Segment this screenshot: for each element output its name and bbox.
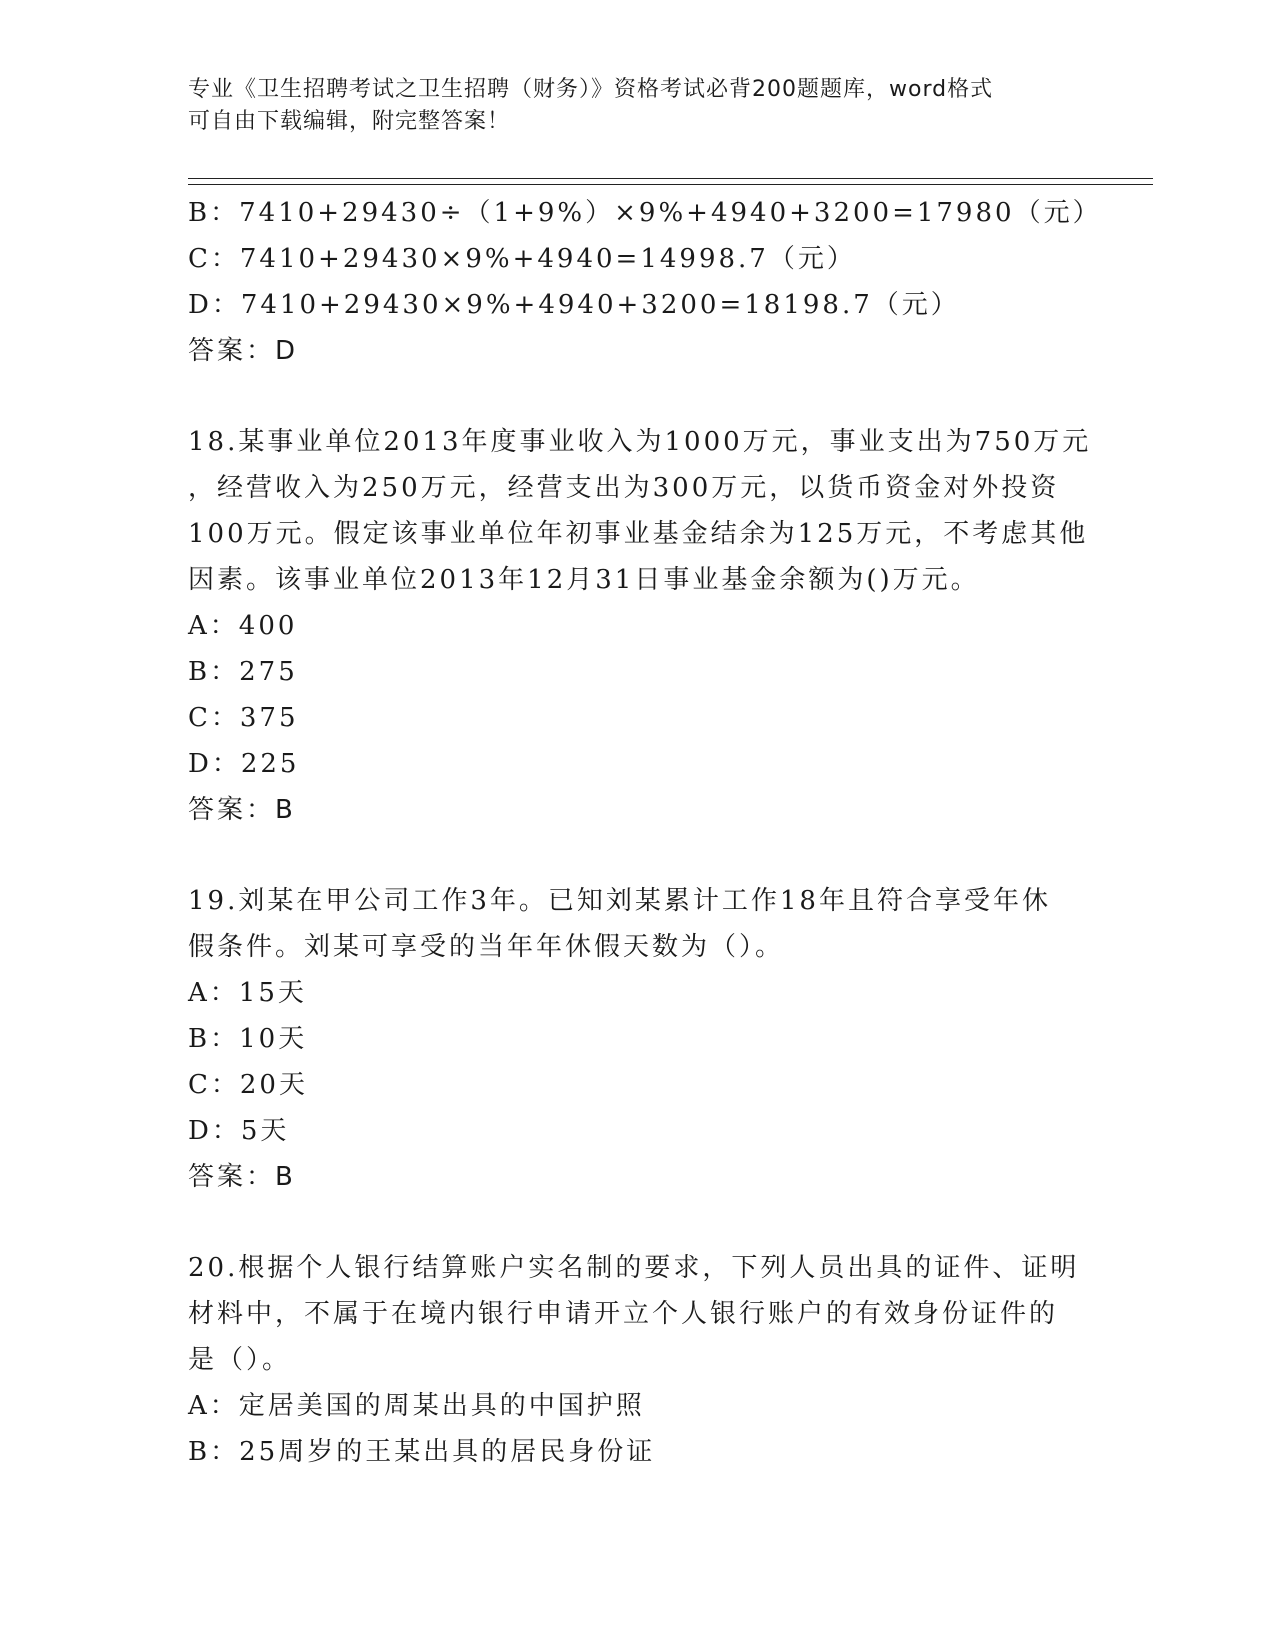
option-b: B：25周岁的王某出具的居民身份证 — [188, 1437, 656, 1467]
header-divider-bottom — [188, 184, 1153, 185]
question-text-line: ，经营收入为250万元，经营支出为300万元，以货币资金对外投资 — [188, 473, 1060, 503]
question-text-line: 18.某事业单位2013年度事业收入为1000万元，事业支出为750万元 — [188, 427, 1092, 457]
question-20 — [188, 1245, 1108, 1475]
option-d: D：5天 — [188, 1116, 290, 1146]
spacer — [188, 833, 1108, 878]
option-b: B：275 — [188, 657, 298, 687]
option-c: C：20天 — [188, 1070, 308, 1100]
question-text-line: 材料中，不属于在境内银行申请开立个人银行账户的有效身份证件的 — [188, 1299, 1059, 1329]
option-d: D：7410+29430×9%+4940+3200=18198.7（元） — [188, 290, 960, 320]
question-content — [188, 190, 1108, 1475]
question-19 — [188, 878, 1108, 1200]
option-a: A：400 — [188, 611, 298, 641]
answer-line: 答案：D — [188, 336, 299, 366]
question-text-line: 19.刘某在甲公司工作3年。已知刘某累计工作18年且符合享受年休 — [188, 886, 1051, 916]
spacer — [188, 1200, 1108, 1245]
spacer — [188, 374, 1108, 419]
option-a: A：定居美国的周某出具的中国护照 — [188, 1391, 645, 1421]
question-text-line: 假条件。刘某可享受的当年年休假天数为（）。 — [188, 932, 785, 962]
option-c: C：375 — [188, 703, 299, 733]
option-b: B：10天 — [188, 1024, 308, 1054]
question-text-line: 是（）。 — [188, 1345, 292, 1375]
answer-line: 答案：B — [188, 795, 296, 825]
question-18 — [188, 419, 1108, 833]
header-divider-top — [188, 178, 1153, 179]
question-text-line: 20.根据个人银行结算账户实名制的要求，下列人员出具的证件、证明 — [188, 1253, 1080, 1283]
option-b: B：7410+29430÷（1+9%）×9%+4940+3200=17980（元） — [188, 198, 1102, 228]
document-header — [188, 74, 1088, 138]
question-text-line: 因素。该事业单位2013年12月31日事业基金余额为()万元。 — [188, 565, 980, 595]
option-d: D：225 — [188, 749, 300, 779]
option-a: A：15天 — [188, 978, 307, 1008]
question-17-tail — [188, 190, 1108, 374]
option-c: C：7410+29430×9%+4940=14998.7（元） — [188, 244, 856, 274]
header-title-line-2: 可自由下载编辑，附完整答案！ — [188, 109, 511, 134]
question-text-line: 100万元。假定该事业单位年初事业基金结余为125万元，不考虑其他 — [188, 519, 1089, 549]
answer-line: 答案：B — [188, 1162, 296, 1192]
header-title-line-1: 专业《卫生招聘考试之卫生招聘（财务）》资格考试必背200题题库，word格式 — [188, 77, 994, 102]
